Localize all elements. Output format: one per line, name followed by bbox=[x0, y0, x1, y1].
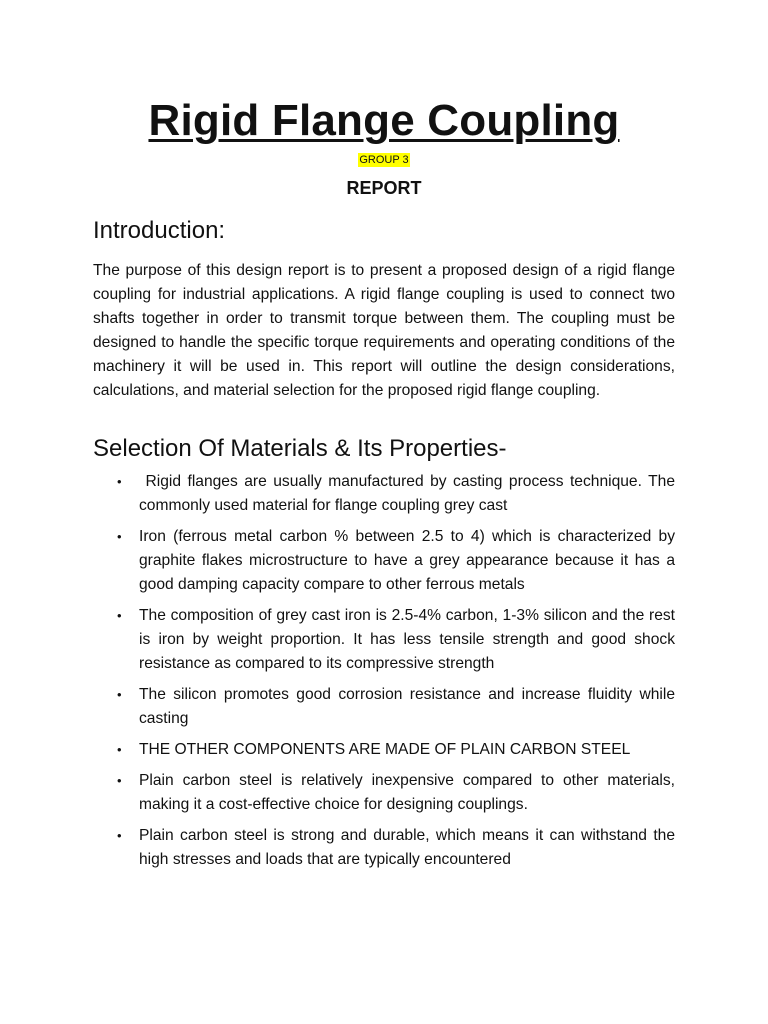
materials-list-item bbox=[93, 769, 675, 817]
bullet-icon: • bbox=[117, 608, 122, 623]
bullet-icon: • bbox=[117, 474, 122, 489]
introduction-heading: Introduction: bbox=[93, 217, 226, 244]
list-item-text: The composition of grey cast iron is 2.5-4% carbon, 1-3% silicon and the rest is iron by weight proportion. It has less tensile strength and good shock resistance as compared to its compressive strength bbox=[139, 607, 675, 672]
list-item-text: The silicon promotes good corrosion resistance and increase fluidity while casting bbox=[139, 686, 675, 727]
list-item-text: THE OTHER COMPONENTS ARE MADE OF PLAIN CARBON STEEL bbox=[139, 741, 631, 758]
list-item-text: Iron (ferrous metal carbon % between 2.5 to 4) which is characterized by graphite flakes microstructure to have a grey appearance because it has a good damping capacity compare to other ferrous metals bbox=[139, 528, 675, 593]
report-subtitle: REPORT bbox=[346, 178, 422, 198]
materials-list-item bbox=[93, 470, 680, 518]
document-title: Rigid Flange Coupling bbox=[148, 96, 620, 145]
bullet-icon: • bbox=[117, 742, 122, 757]
materials-list-item bbox=[93, 525, 675, 597]
introduction-paragraph: The purpose of this design report is to present a proposed design of a rigid flange coupling for industrial applications. A rigid flange coupling is used to connect two shafts together in order to transmit torque between them. The coupling must be designed to handle the specific torque requirements and operating conditions of the machinery it will be used in. This report will outline the design considerations, calculations, and material selection for the proposed rigid flange coupling. bbox=[93, 262, 675, 399]
group-label: GROUP 3 bbox=[359, 154, 409, 166]
materials-list-item bbox=[93, 738, 675, 762]
group-label-container bbox=[93, 150, 675, 168]
list-item-text: Rigid flanges are usually manufactured by casting process technique. The commonly used material for flange coupling grey cast bbox=[139, 473, 680, 514]
bullet-icon: • bbox=[117, 687, 122, 702]
materials-list bbox=[93, 470, 680, 872]
bullet-icon: • bbox=[117, 529, 122, 544]
materials-heading: Selection Of Materials & Its Properties- bbox=[93, 435, 507, 462]
list-item-text: Plain carbon steel is relatively inexpensive compared to other materials, making it a cost-effective choice for designing couplings. bbox=[139, 772, 675, 813]
materials-list-item bbox=[93, 683, 675, 731]
list-item-text: Plain carbon steel is strong and durable, which means it can withstand the high stresses and loads that are typically encountered bbox=[139, 827, 675, 868]
materials-list-item bbox=[93, 824, 675, 872]
materials-list-item bbox=[93, 604, 675, 676]
bullet-icon: • bbox=[117, 828, 122, 843]
bullet-icon: • bbox=[117, 773, 122, 788]
